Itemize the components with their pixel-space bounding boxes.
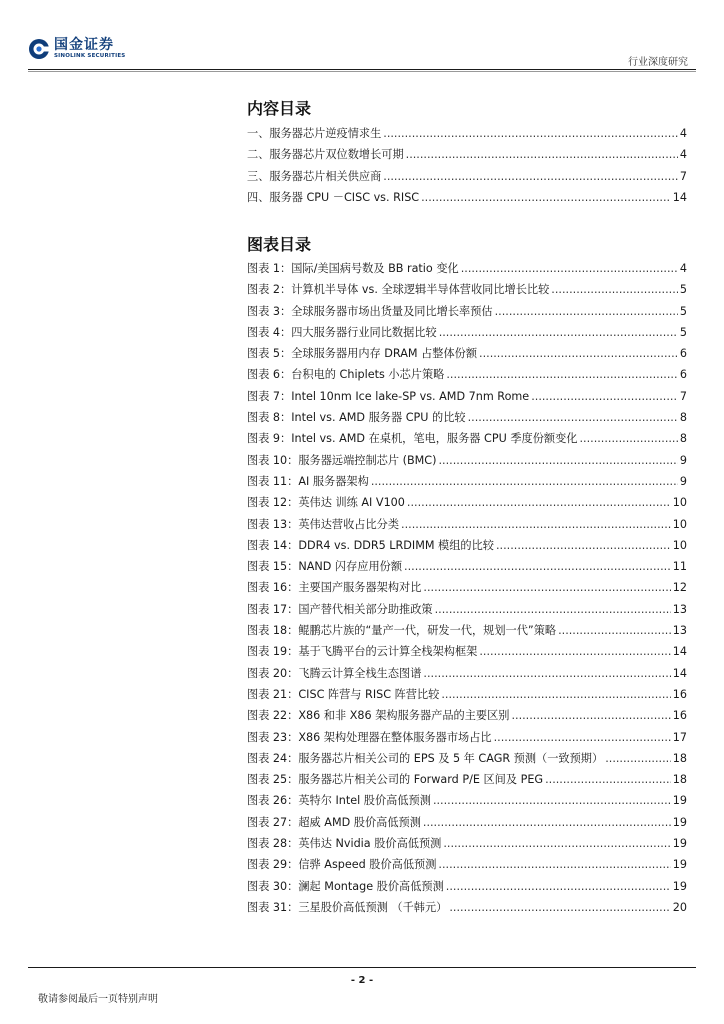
figure-entry-page: 8 <box>679 432 687 446</box>
contents-entry[interactable] <box>247 187 687 208</box>
figure-entry-page: 8 <box>679 411 687 425</box>
figure-entry[interactable] <box>247 407 687 428</box>
contents-entry[interactable] <box>247 144 687 165</box>
figure-entry[interactable] <box>247 790 687 811</box>
leader-dots <box>423 663 670 684</box>
figure-entry-page: 19 <box>672 879 687 893</box>
figure-entry-label: 图表 20：飞腾云计算全栈生态图谱 <box>247 666 422 680</box>
figure-entry-label: 图表 2：计算机半导体 vs. 全球逻辑半导体营收同比增长比较 <box>247 283 550 297</box>
leader-dots <box>496 535 671 556</box>
page-number: - 2 - <box>350 975 374 986</box>
figure-entry-label: 图表 15：NAND 闪存应用份额 <box>247 560 403 574</box>
figure-entry-label: 图表 27：超威 AMD 股价高低预测 <box>247 815 421 829</box>
leader-dots <box>438 854 670 875</box>
figure-entry-page: 4 <box>679 262 687 275</box>
leader-dots <box>605 748 671 769</box>
contents-entry-page: 7 <box>679 169 687 183</box>
leader-dots <box>407 492 671 513</box>
leader-dots <box>441 684 670 705</box>
figure-entry[interactable] <box>247 876 687 897</box>
figure-entry-page: 19 <box>672 794 687 808</box>
figure-entry-page: 14 <box>672 645 687 659</box>
figure-entry[interactable] <box>247 748 687 769</box>
figure-entry[interactable] <box>247 514 687 535</box>
figure-entry[interactable] <box>247 684 687 705</box>
figure-entry-label: 图表 6：台积电的 Chiplets 小芯片策略 <box>247 368 445 382</box>
figure-entry-page: 5 <box>679 325 687 339</box>
leader-dots <box>479 343 678 364</box>
contents-entry-label: 四、服务器 CPU －CISC vs. RISC <box>247 190 420 204</box>
figure-entry-page: 10 <box>672 517 687 531</box>
figure-entry[interactable] <box>247 322 687 343</box>
leader-dots <box>371 471 678 492</box>
figure-entry[interactable] <box>247 535 687 556</box>
leader-dots <box>438 450 677 471</box>
figure-entry-label: 图表 22：X86 和非 X86 架构服务器产品的主要区别 <box>247 709 510 723</box>
figure-entry-page: 5 <box>679 304 687 318</box>
figure-entry-page: 18 <box>672 773 687 787</box>
figure-entry-page: 16 <box>672 687 687 701</box>
figure-entry-label: 图表 14：DDR4 vs. DDR5 LRDIMM 模组的比较 <box>247 538 494 552</box>
leader-dots <box>446 364 678 385</box>
contents-entry-label: 一、服务器芯片逆疫情求生 <box>247 127 382 140</box>
leader-dots <box>443 833 670 854</box>
leader-dots <box>461 258 678 279</box>
figure-entry-label: 图表 30：澜起 Montage 股价高低预测 <box>247 879 444 893</box>
leader-dots <box>383 166 678 187</box>
figure-entry-page: 19 <box>672 815 687 829</box>
figures-title: 图表目录 <box>247 235 312 254</box>
report-type: 行业深度研究 <box>628 57 688 68</box>
contents-entry[interactable] <box>247 123 687 144</box>
figure-entry-label: 图表 26：英特尔 Intel 股价高低预测 <box>247 794 431 808</box>
figure-entry-label: 图表 31：三星股价高低预测 （千韩元） <box>247 900 448 914</box>
figure-entry-label: 图表 17：国产替代相关部分助推政策 <box>247 602 433 616</box>
company-logo <box>28 38 125 60</box>
leader-dots <box>446 876 671 897</box>
figure-entry[interactable] <box>247 343 687 364</box>
leader-dots <box>406 144 678 165</box>
leader-dots <box>495 301 678 322</box>
figure-entry-page: 12 <box>672 581 687 595</box>
leader-dots <box>511 705 670 726</box>
figure-entry-page: 19 <box>672 837 687 851</box>
contents-list <box>247 123 687 208</box>
figure-entry[interactable] <box>247 428 687 449</box>
figure-entry[interactable] <box>247 620 687 641</box>
leader-dots <box>545 769 671 790</box>
figure-entry[interactable] <box>247 727 687 748</box>
figures-list <box>247 258 687 918</box>
figure-entry-page: 10 <box>672 496 687 510</box>
figure-entry[interactable] <box>247 301 687 322</box>
figure-entry-label: 图表 7：Intel 10nm Ice lake-SP vs. AMD 7nm Rome <box>247 389 530 403</box>
figure-entry[interactable] <box>247 492 687 513</box>
leader-dots <box>401 514 671 535</box>
leader-dots <box>439 322 678 343</box>
header-divider-thin <box>28 71 696 72</box>
figure-entry-label: 图表 16：主要国产服务器架构对比 <box>247 581 422 595</box>
figure-entry-label: 图表 19：基于飞腾平台的云计算全栈架构框架 <box>247 645 478 659</box>
figure-entry[interactable] <box>247 556 687 577</box>
logo-mark-icon <box>28 38 50 60</box>
leader-dots <box>579 428 677 449</box>
leader-dots <box>531 386 678 407</box>
figure-entry[interactable] <box>247 854 687 875</box>
figure-entry[interactable] <box>247 641 687 662</box>
figure-entry[interactable] <box>247 450 687 471</box>
figure-entry-page: 20 <box>672 900 687 914</box>
contents-entry-label: 三、服务器芯片相关供应商 <box>247 169 382 183</box>
disclaimer-text: 敬请参阅最后一页特别声明 <box>38 994 158 1005</box>
logo-english-name: SINOLINK SECURITIES <box>54 53 126 60</box>
figure-entry-page: 6 <box>679 347 687 361</box>
figure-entry-label: 图表 9：Intel vs. AMD 在桌机，笔电，服务器 CPU 季度份额变化 <box>247 432 578 446</box>
contents-entry-page: 4 <box>679 148 687 162</box>
figure-entry[interactable] <box>247 471 687 492</box>
header-divider <box>28 69 696 70</box>
figure-entry-label: 图表 12：英伟达 训练 AI V100 <box>247 496 405 510</box>
figure-entry-label: 图表 29：信骅 Aspeed 股价高低预测 <box>247 858 437 872</box>
figure-entry-page: 13 <box>672 624 687 638</box>
figure-entry[interactable] <box>247 258 687 279</box>
leader-dots <box>479 641 670 662</box>
figure-entry-label: 图表 24：服务器芯片相关公司的 EPS 及 5 年 CAGR 预测（一致预期） <box>247 751 604 765</box>
figure-entry[interactable] <box>247 833 687 854</box>
leader-dots <box>433 790 671 811</box>
figure-entry-label: 图表 25：服务器芯片相关公司的 Forward P/E 区间及 PEG <box>247 773 544 787</box>
leader-dots <box>404 556 671 577</box>
figure-entry[interactable] <box>247 769 687 790</box>
figure-entry-page: 18 <box>672 751 687 765</box>
figure-entry-page: 14 <box>672 666 687 680</box>
contents-title: 内容目录 <box>247 99 312 118</box>
logo-chinese-name: 国金证券 <box>54 37 114 54</box>
figure-entry-label: 图表 3：全球服务器市场出货量及同比增长率预估 <box>247 304 493 318</box>
leader-dots <box>423 812 671 833</box>
footer-divider <box>28 967 696 968</box>
figure-entry-page: 9 <box>679 453 687 467</box>
figure-entry[interactable] <box>247 897 687 918</box>
figure-entry-label: 图表 18：鲲鹏芯片族的“量产一代，研发一代，规划一代”策略 <box>247 624 557 638</box>
page-header <box>0 0 724 80</box>
leader-dots <box>421 187 671 208</box>
figure-entry-page: 11 <box>672 560 687 574</box>
figure-entry[interactable] <box>247 599 687 620</box>
leader-dots <box>494 727 671 748</box>
figure-entry-label: 图表 5：全球服务器用内存 DRAM 占整体份额 <box>247 347 478 361</box>
figure-entry-page: 17 <box>672 730 687 744</box>
figure-entry-page: 16 <box>672 709 687 723</box>
leader-dots <box>435 599 671 620</box>
leader-dots <box>551 279 678 300</box>
figure-entry-label: 图表 28：英伟达 Nvidia 股价高低预测 <box>247 837 442 851</box>
figure-entry-page: 19 <box>672 858 687 872</box>
leader-dots <box>423 577 670 598</box>
contents-entry[interactable] <box>247 166 687 187</box>
figure-entry-label: 图表 21：CISC 阵营与 RISC 阵营比较 <box>247 687 440 701</box>
figure-entry[interactable] <box>247 705 687 726</box>
figure-entry-page: 5 <box>679 283 687 297</box>
figure-entry[interactable] <box>247 663 687 684</box>
contents-entry-page: 14 <box>672 190 687 204</box>
figure-entry[interactable] <box>247 386 687 407</box>
figure-entry-page: 9 <box>679 474 687 488</box>
figure-entry-page: 13 <box>672 602 687 616</box>
figure-entry[interactable] <box>247 364 687 385</box>
figure-entry-label: 图表 11：AI 服务器架构 <box>247 474 369 488</box>
figure-entry-page: 7 <box>679 389 687 403</box>
leader-dots <box>558 620 671 641</box>
leader-dots <box>468 407 678 428</box>
leader-dots <box>449 897 670 918</box>
figure-entry-label: 图表 13：英伟达营收占比分类 <box>247 517 400 531</box>
figure-entry-label: 图表 4：四大服务器行业同比数据比较 <box>247 325 437 339</box>
figure-entry[interactable] <box>247 279 687 300</box>
leader-dots <box>383 123 678 144</box>
figure-entry-label: 图表 8：Intel vs. AMD 服务器 CPU 的比较 <box>247 411 466 425</box>
contents-entry-label: 二、服务器芯片双位数增长可期 <box>247 148 404 162</box>
figure-entry[interactable] <box>247 577 687 598</box>
figure-entry-label: 图表 1：国际/美国病号数及 BB ratio 变化 <box>247 262 459 275</box>
figure-entry-page: 6 <box>679 368 687 382</box>
figure-entry-label: 图表 23：X86 架构处理器在整体服务器市场占比 <box>247 730 492 744</box>
figure-entry-label: 图表 10：服务器远端控制芯片 (BMC) <box>247 453 437 467</box>
contents-entry-page: 4 <box>679 127 687 140</box>
figure-entry-page: 10 <box>672 538 687 552</box>
figure-entry[interactable] <box>247 812 687 833</box>
